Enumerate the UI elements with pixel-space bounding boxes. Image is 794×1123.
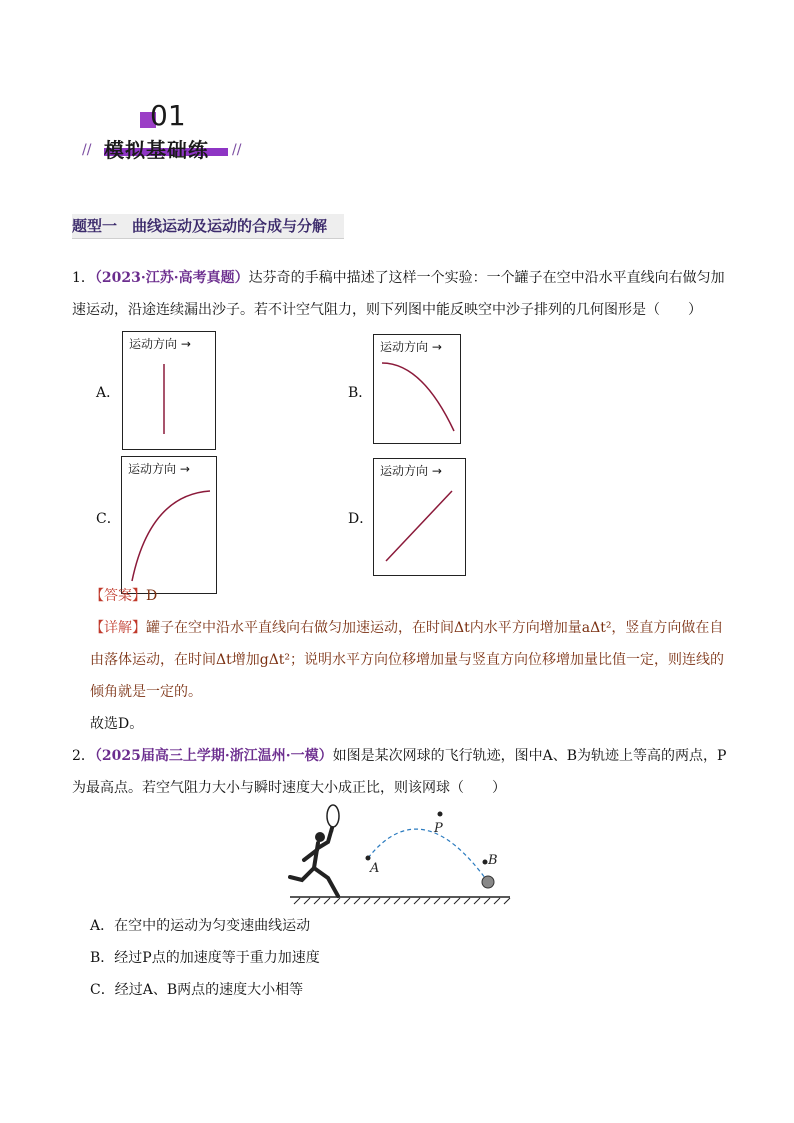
q1-choice-d-graph bbox=[374, 459, 465, 575]
q1-choice-b-label: B． bbox=[348, 385, 373, 401]
q1-stem-text: 达芬奇的手稿中描述了这样一个实验：一个罐子在空中沿水平直线向右做匀加 bbox=[248, 270, 725, 286]
q1-number: 1． bbox=[72, 270, 95, 286]
q1-stem-line2: 速运动，沿途连续漏出沙子。若不计空气阻力，则下列图中能反映空中沙子排列的几何图形是（ ） bbox=[72, 302, 702, 318]
q1-explain-line3: 倾角就是一定的。 bbox=[90, 684, 202, 700]
ground-hatching bbox=[294, 898, 510, 904]
q1-answer bbox=[90, 580, 157, 612]
q1-choice-d-caption: 运动方向 → bbox=[380, 464, 442, 478]
q1-stem-line1 bbox=[72, 262, 725, 294]
banner-title: 模拟基础练 bbox=[104, 138, 209, 162]
banner-slash-right: // bbox=[232, 142, 242, 158]
q2-tennis-figure bbox=[282, 800, 512, 908]
label-p: P bbox=[434, 821, 443, 836]
q1-choice-b-caption: 运动方向 → bbox=[380, 340, 442, 354]
q2-stem-line1 bbox=[72, 740, 726, 772]
q1-choice-c-graph bbox=[122, 457, 216, 593]
q1-explain-label: 【详解】 bbox=[90, 620, 146, 636]
q1-choice-a-graph bbox=[123, 332, 215, 449]
q1-choice-a-caption: 运动方向 → bbox=[129, 337, 191, 351]
q1-choice-c-label: C． bbox=[96, 511, 121, 527]
q1-answer-value: D bbox=[146, 588, 158, 604]
q2-number: 2． bbox=[72, 748, 95, 764]
banner-slash-left: // bbox=[82, 142, 92, 158]
banner-number: 01 bbox=[150, 99, 186, 132]
section-title: 题型一 曲线运动及运动的合成与分解 bbox=[72, 214, 344, 239]
q2-stem-text: 如图是某次网球的飞行轨迹，图中A、B为轨迹上等高的两点，P bbox=[332, 748, 727, 764]
q1-choice-d-label: D． bbox=[348, 511, 374, 527]
q1-conclusion: 故选D。 bbox=[90, 716, 144, 732]
tennis-ball-icon bbox=[482, 876, 494, 888]
curve-b bbox=[382, 363, 454, 431]
q2-source: （2025届高三上学期·浙江温州·一模） bbox=[94, 748, 333, 764]
curve-d bbox=[386, 491, 452, 561]
q1-explain-line1 bbox=[90, 612, 723, 644]
q1-choice-b-figure bbox=[373, 334, 461, 444]
q1-source: （2023·江苏·高考真题） bbox=[94, 270, 249, 286]
q2-option-c: C．经过A、B两点的速度大小相等 bbox=[90, 982, 304, 998]
q1-choice-b-graph bbox=[374, 335, 460, 443]
q2-option-a: A．在空中的运动为匀变速曲线运动 bbox=[90, 918, 311, 934]
q1-explain-line2: 由落体运动，在时间Δt增加gΔt²；说明水平方向位移增加量与竖直方向位移增加量比值一定，则连线的 bbox=[90, 652, 725, 668]
q1-answer-label: 【答案】 bbox=[90, 588, 146, 604]
q1-choice-a-label: A． bbox=[96, 385, 121, 401]
racket-icon bbox=[327, 805, 339, 827]
ball-trajectory bbox=[368, 829, 488, 882]
point-p-marker bbox=[438, 812, 443, 817]
q1-choice-c-figure bbox=[121, 456, 217, 594]
q2-stem-line2: 为最高点。若空气阻力大小与瞬时速度大小成正比，则该网球（ ） bbox=[72, 780, 506, 796]
player-figure bbox=[290, 828, 338, 896]
curve-c bbox=[132, 491, 210, 581]
q1-explain-text: 罐子在空中沿水平直线向右做匀加速运动，在时间Δt内水平方向增加量aΔt²，竖直方向做在自 bbox=[146, 620, 724, 636]
q1-choice-d-figure bbox=[373, 458, 466, 576]
label-b: B bbox=[488, 853, 498, 868]
point-a-marker bbox=[366, 856, 371, 861]
point-b-marker bbox=[483, 860, 488, 865]
label-a: A bbox=[370, 861, 380, 876]
q2-option-b: B．经过P点的加速度等于重力加速度 bbox=[90, 950, 320, 966]
q1-choice-c-caption: 运动方向 → bbox=[128, 462, 190, 476]
q1-choice-a-figure bbox=[122, 331, 216, 450]
